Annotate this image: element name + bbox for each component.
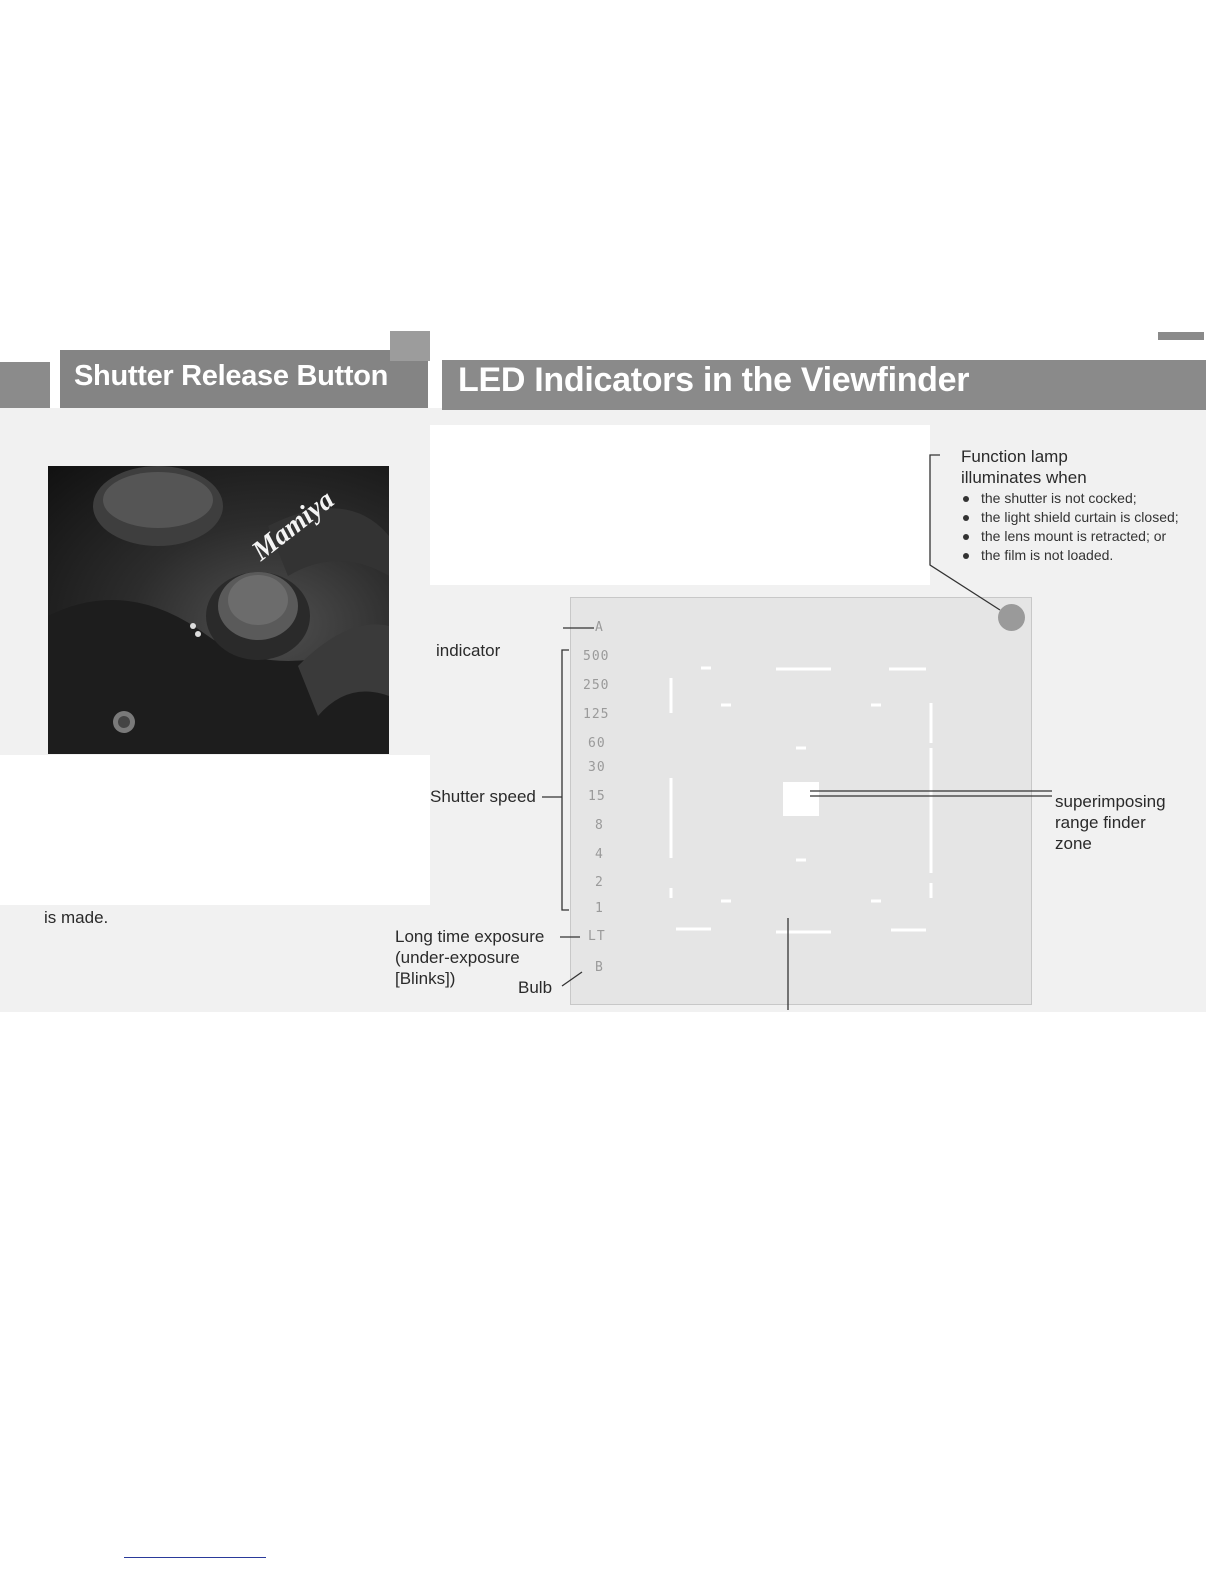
rangefinder-label: range finder xyxy=(1055,813,1146,832)
condition-item: the shutter is not cocked; xyxy=(961,489,1179,508)
body-text-fragment: is made. xyxy=(44,908,109,927)
led-speed: 500 xyxy=(583,649,610,664)
led-speed: 2 xyxy=(595,875,604,890)
function-lamp-conditions xyxy=(961,489,1179,565)
indicator-label: indicator xyxy=(436,641,501,660)
led-speed: 8 xyxy=(595,818,604,833)
blank-area xyxy=(0,755,430,905)
brand-logo-text: Mamiya xyxy=(246,484,341,568)
long-time-label-note: (under-exposure xyxy=(395,948,520,967)
led-speed: 250 xyxy=(583,678,610,693)
camera-photo xyxy=(48,466,389,754)
led-speed: 1 xyxy=(595,901,604,916)
led-bulb: B xyxy=(595,960,604,975)
shutter-speed-label: Shutter speed xyxy=(430,787,536,806)
led-speed: 60 xyxy=(588,736,606,751)
condition-item: the film is not loaded. xyxy=(961,546,1179,565)
bulb-label: Bulb xyxy=(518,978,553,997)
led-long-time: LT xyxy=(588,929,606,944)
section-title-shutter-release: Shutter Release Button xyxy=(74,360,389,392)
header-tab xyxy=(390,331,430,361)
header-stub xyxy=(0,362,50,408)
section-title-led-indicators: LED Indicators in the Viewfinder xyxy=(458,361,970,399)
led-speed: 125 xyxy=(583,707,610,722)
function-lamp-title: Function lamp xyxy=(961,447,1068,466)
led-top-symbol: A xyxy=(595,620,604,635)
long-time-label: Long time exposure xyxy=(395,927,545,946)
condition-item: the light shield curtain is closed; xyxy=(961,508,1179,527)
led-speed: 15 xyxy=(588,789,606,804)
function-lamp-subtitle: illuminates when xyxy=(961,468,1087,487)
condition-item: the lens mount is retracted; or xyxy=(961,527,1179,546)
function-lamp-led xyxy=(998,604,1025,631)
blank-area xyxy=(430,425,930,585)
led-speed: 30 xyxy=(588,760,606,775)
led-speed: 4 xyxy=(595,847,604,862)
long-time-label-note: [Blinks]) xyxy=(395,969,456,988)
rangefinder-zone xyxy=(783,782,819,816)
header-tab xyxy=(1158,332,1204,340)
rangefinder-label: zone xyxy=(1055,834,1092,853)
rangefinder-label: superimposing xyxy=(1055,792,1166,811)
footnote-rule xyxy=(124,1557,266,1558)
